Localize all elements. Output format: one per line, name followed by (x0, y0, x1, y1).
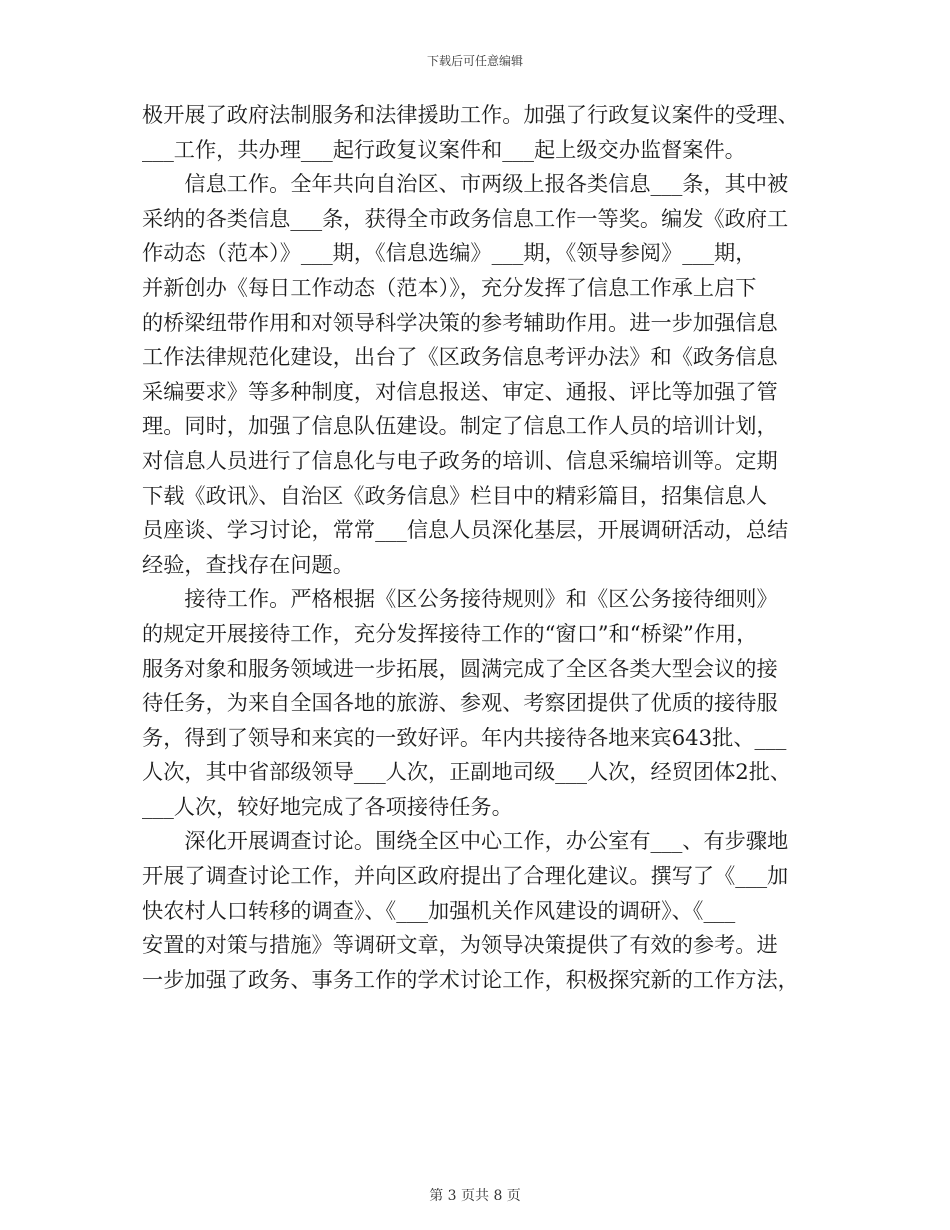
text-line: ___工作，共办理___起行政复议案件和___起上级交办监督案件。 (142, 136, 746, 162)
text-line: 并新创办《每日工作动态（范本）》，充分发挥了信息工作承上启下 (142, 274, 757, 300)
text-line: 员座谈、学习讨论，常常___信息人员深化基层，开展调研活动，总结 (142, 517, 789, 543)
text-line: 信息工作。全年共向自治区、市两级上报各类信息___条，其中被 (142, 171, 789, 197)
text-line: 深化开展调查讨论。围绕全区中心工作，办公室有___、有步骤地 (142, 828, 789, 854)
text-line: 极开展了政府法制服务和法律援助工作。加强了行政复议案件的受理、 (142, 102, 799, 127)
document-body (142, 98, 810, 997)
text-line: 作动态（范本）》___期，《信息选编》___期，《领导参阅》___期， (142, 240, 757, 266)
text-line: 务，得到了领导和来宾的一致好评。年内共接待各地来宾643批、___ (142, 724, 787, 750)
text-line: 开展了调查讨论工作，并向区政府提出了合理化建议。撰写了《___加 (142, 863, 789, 889)
text-line: 接待工作。严格根据《区公务接待规则》和《区公务接待细则》 (142, 586, 778, 612)
text-line: 采编要求》等多种制度，对信息报送、审定、通报、评比等加强了管 (142, 378, 778, 404)
text-line: 快农村人口转移的调查》、《___加强机关作风建设的调研》、《___ (142, 897, 736, 923)
text-line: ___人次，较好地完成了各项接待任务。 (142, 793, 513, 819)
text-line: 下载《政讯》、自治区《政务信息》栏目中的精彩篇目，招集信息人 (142, 482, 768, 508)
text-line: 安置的对策与措施》等调研文章，为领导决策提供了有效的参考。进 (142, 932, 778, 958)
text-line: 对信息人员进行了信息化与电子政务的培训、信息采编培训等。定期 (142, 447, 778, 473)
text-line: 人次，其中省部级领导___人次，正副地司级___人次，经贸团体2批、 (142, 759, 792, 785)
text-line: 服务对象和服务领域进一步拓展，圆满完成了全区各类大型会议的接 (142, 655, 778, 681)
text-line: 的规定开展接待工作，充分发挥接待工作的“窗口”和“桥梁”作用， (142, 620, 758, 646)
page-footer: 第 3 页共 8 页 (429, 1188, 521, 1204)
text-line: 采纳的各类信息___条，获得全市政务信息工作一等奖。编发《政府工 (142, 205, 789, 231)
text-line: 工作法律规范化建设，出台了《区政务信息考评办法》和《政务信息 (142, 344, 778, 370)
text-line: 理。同时，加强了信息队伍建设。制定了信息工作人员的培训计划， (142, 413, 778, 439)
text-line: 经验，查找存在问题。 (142, 551, 354, 577)
text-line: 一步加强了政务、事务工作的学术讨论工作，积极探究新的工作方法， (142, 966, 799, 992)
text-line: 待任务，为来自全国各地的旅游、参观、考察团提供了优质的接待服 (142, 690, 778, 716)
page-header: 下载后可任意编辑 (426, 54, 523, 68)
text-line: 的桥梁纽带作用和对领导科学决策的参考辅助作用。进一步加强信息 (142, 309, 778, 335)
